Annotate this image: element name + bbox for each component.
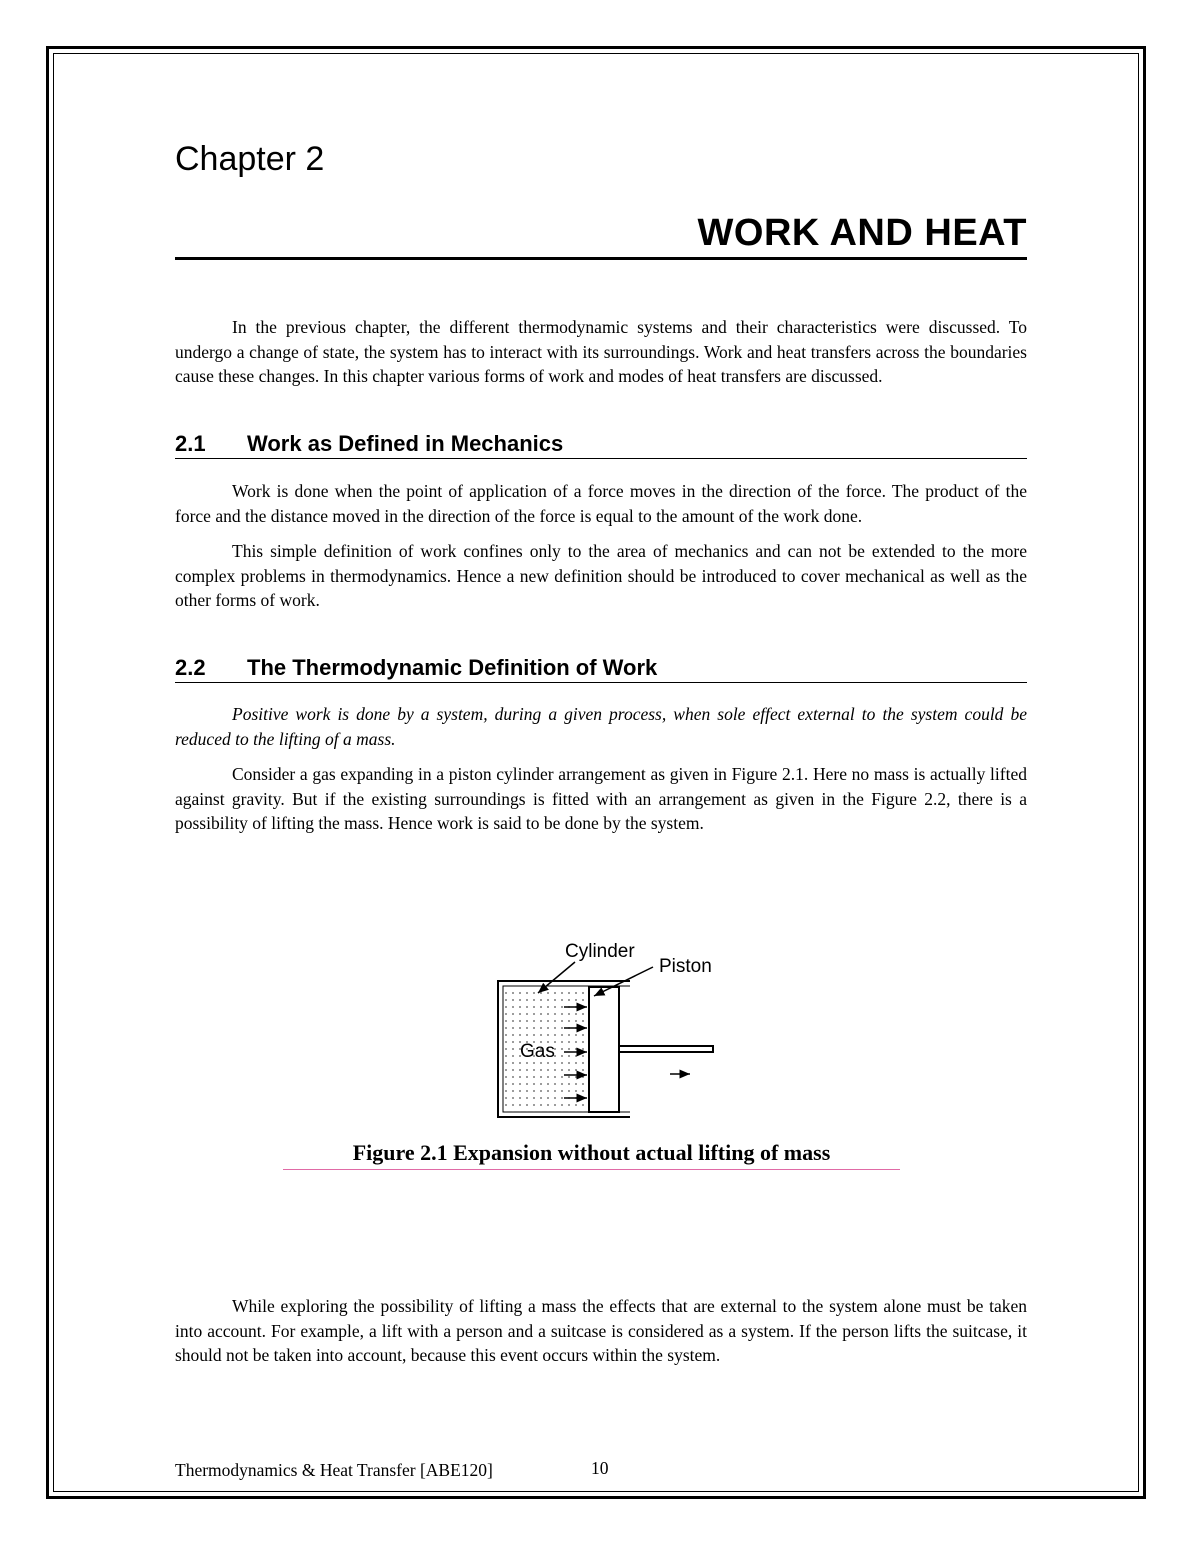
section-number: 2.2 — [175, 655, 206, 680]
section-heading-2-1 — [175, 431, 1027, 459]
paragraph: Consider a gas expanding in a piston cylinder arrangement as given in Figure 2.1. Here no mass is actually lifted against gravity. But if the existing surroundings is fitted with an arrangement as given in the Figure 2.2, there is a possibility of lifting the mass. Hence work is said to be done by the system. — [175, 764, 1027, 833]
piston — [589, 987, 619, 1112]
chapter-label: Chapter 2 — [175, 140, 325, 178]
piston-rod — [619, 1046, 713, 1052]
section-title: Work as Defined in Mechanics — [247, 431, 564, 456]
intro-paragraph: In the previous chapter, the different thermodynamic systems and their characteristics were discussed. To undergo a change of state, the system has to interact with its surroundings. Work and heat transfers across the boundaries cause these changes. In this chapter various forms of work and modes of heat transfers are discussed. — [175, 317, 1027, 386]
section-2-2-body — [175, 702, 1027, 836]
section-heading-2-2 — [175, 655, 1027, 683]
closing-paragraph: While exploring the possibility of lifting a mass the effects that are external to the system alone must be taken into account. For example, a lift with a person and a suitcase is considered as a system. If the person lifts the suitcase, it should not be taken into account, because this event occurs within the system. — [175, 1296, 1027, 1365]
cylinder-label: Cylinder — [565, 941, 635, 962]
definition-paragraph: Positive work is done by a system, during a given process, when sole effect external to the system could be reduced to the lifting of a mass. — [175, 704, 1027, 749]
paragraph: This simple definition of work confines only to the area of mechanics and can not be extended to the more complex problems in thermodynamics. Hence a new definition should be introduced to cover mechanical as well as the other forms of work. — [175, 541, 1027, 610]
closing-block — [175, 1294, 1027, 1368]
footer-page-number: 10 — [591, 1458, 609, 1478]
paragraph: Work is done when the point of application of a force moves in the direction of the force. The product of the force and the distance moved in the direction of the force is equal to the amount of the work done. — [175, 481, 1027, 526]
section-title: The Thermodynamic Definition of Work — [247, 655, 658, 680]
section-2-1-body — [175, 479, 1027, 613]
piston-cylinder-figure — [490, 935, 740, 1125]
section-number: 2.1 — [175, 431, 206, 456]
gas-label: Gas — [520, 1041, 555, 1062]
intro-block — [175, 315, 1027, 389]
footer-course: Thermodynamics & Heat Transfer [ABE120] — [175, 1460, 493, 1480]
figure-caption: Figure 2.1 Expansion without actual lifting of mass — [283, 1140, 900, 1170]
piston-label: Piston — [659, 956, 712, 977]
chapter-title: WORK AND HEAT — [175, 212, 1027, 260]
